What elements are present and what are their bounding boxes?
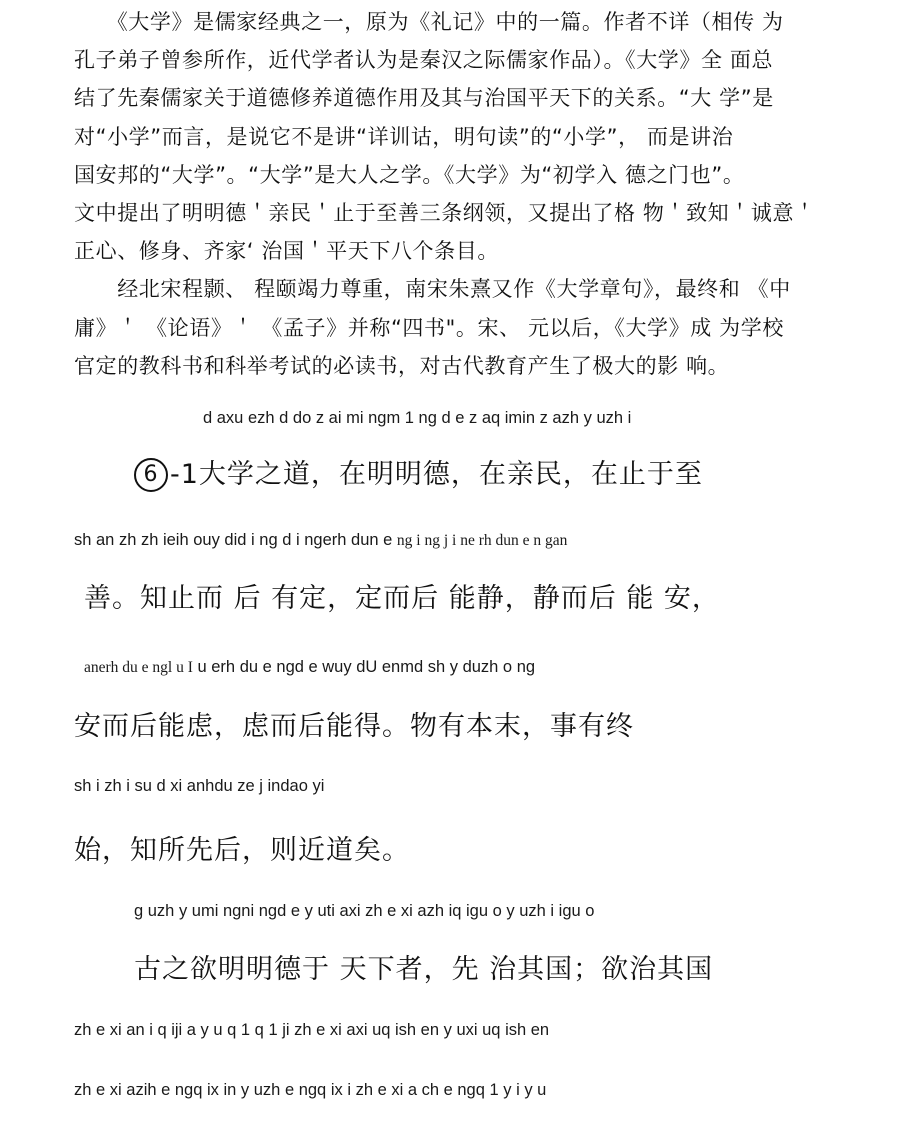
pinyin-line-6: zh e xi an i q iji a y u q 1 q 1 ji zh e xi axi uq ish en y uxi uq ish en	[74, 1021, 550, 1039]
verse-line-2: 善。知止而 后 有定，定而后 能静，静而后 能 安，	[84, 583, 720, 614]
intro-line: 对“小学”而言，是说它不是讲“详训诂，明句读”的“小学”， 而是讲治	[74, 124, 734, 149]
pinyin-segment: ng i ng j i ne rh dun e n gan	[396, 532, 568, 549]
circled-number: 6	[134, 458, 168, 492]
intro-line: 国安邦的“大学”。“大学”是大人之学。《大学》为“初学入 德之门也”。	[74, 162, 745, 187]
pinyin-line-4: sh i zh i su d xi anhdu ze j indao yi	[74, 777, 325, 795]
intro-line: 官定的教科书和科举考试的必读书，对古代教育产生了极大的影 响。	[74, 353, 730, 378]
pinyin-line-1: d axu ezh d do z ai mi ngm 1 ng d e z aq imin z azh y uzh i	[203, 409, 632, 427]
pinyin-segment: sh an zh zh ieih ouy did i ng d i ngerh dun e	[74, 531, 393, 549]
verse-text: -1大学之道，在明明德，在亲民，在止于至	[170, 459, 703, 490]
intro-line: 《大学》是儒家经典之一，原为《礼记》中的一篇。作者不详（相传 为	[74, 10, 784, 34]
pinyin-line-5: g uzh y umi ngni ngd e y uti axi zh e xi azh iq igu o y uzh i igu o	[134, 902, 595, 920]
pinyin-line-2	[74, 531, 567, 550]
pinyin-segment: u erh du e ngd e wuy dU enmd sh y duzh o ng	[197, 658, 536, 676]
pinyin-line-7: zh e xi azih e ngq ix in y uzh e ngq ix i zh e xi a ch e ngq 1 y i y u	[74, 1081, 547, 1099]
verse-line-3: 安而后能虑，虑而后能得。物有本末，事有终	[74, 711, 634, 742]
intro-line: 孔子弟子曾参所作，近代学者认为是秦汉之际儒家作品）。《大学》全 面总	[74, 48, 774, 73]
verse-line-1	[134, 452, 703, 492]
intro-line: 经北宋程颢、 程颐竭力尊重，南宋朱熹又作《大学章句》，最终和 《中	[74, 277, 791, 302]
intro-line: 庸》＇ 《论语》＇ 《孟子》并称“四书"。宋、 元以后，《大学》成 为学校	[74, 315, 784, 340]
verse-line-4: 始，知所先后，则近道矣。	[74, 835, 410, 866]
intro-line: 文中提出了明明德＇亲民＇止于至善三条纲领，又提出了格 物＇致知＇诚意＇	[74, 200, 816, 225]
intro-paragraph	[74, 3, 864, 385]
intro-line: 正心、修身、齐家‘ 治国＇平天下八个条目。	[74, 239, 499, 264]
intro-line: 结了先秦儒家关于道德修养道德作用及其与治国平天下的关系。“大 学”是	[74, 86, 774, 111]
pinyin-segment: anerh du e ngl u I	[84, 659, 193, 676]
verse-line-5: 古之欲明明德于 天下者，先 治其国；欲治其国	[134, 954, 714, 985]
pinyin-line-3	[84, 658, 535, 677]
